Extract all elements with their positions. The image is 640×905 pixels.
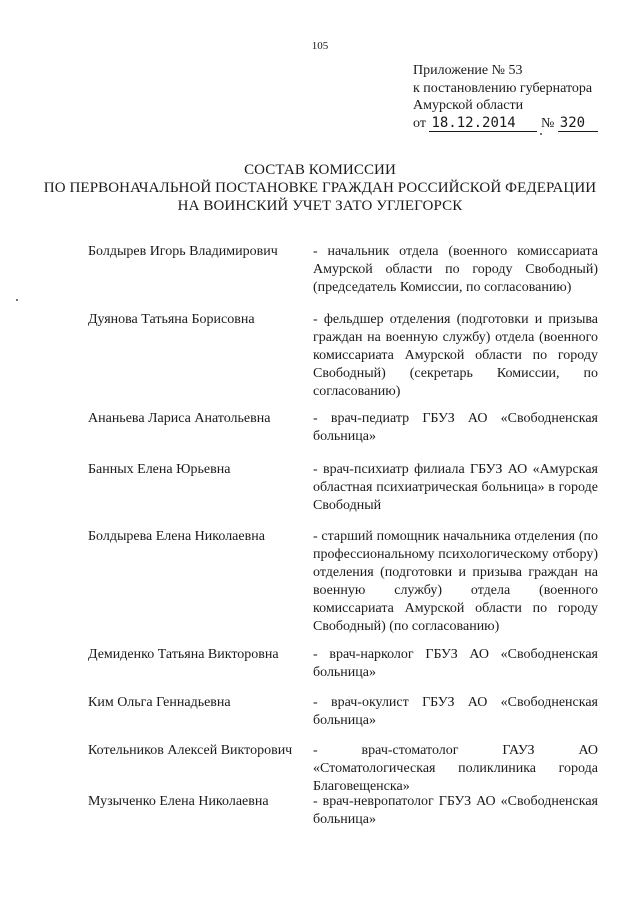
title-line-3: НА ВОИНСКИЙ УЧЕТ ЗАТО УГЛЕГОРСК [177,198,463,214]
member-role: - врач-психиатр филиала ГБУЗ АО «Амурская областная психиатрическая больница» в городе Свободный [313,462,598,513]
member-name: Котельников Алексей Викторович [88,743,293,758]
handwritten-number: 320 [558,116,598,132]
member-role: - врач-окулист ГБУЗ АО «Свободненская больница» [313,695,598,728]
handwritten-date: 18.12.2014 [429,116,537,132]
page-number: 105 [311,40,329,52]
member-role: - старший помощник начальника отделения (по профессиональному психологическому отбору) отделения (подготовки и призыва граждан на военную службу) отдела (военного комиссариата Амурской области по городу Свободный) (по согласованию) [313,529,598,634]
date-prefix: от [413,115,426,131]
member-role: - начальник отдела (военного комиссариата Амурской области по городу Свободный) (председатель Комиссии, по согласованию) [313,244,598,295]
member-name: Демиденко Татьяна Викторовна [88,647,279,662]
scan-speck [16,299,18,301]
appendix-number: Приложение № 53 [413,63,523,78]
title-line-2: ПО ПЕРВОНАЧАЛЬНОЙ ПОСТАНОВКЕ ГРАЖДАН РОССИЙСКОЙ ФЕДЕРАЦИИ [43,180,597,196]
member-role: - врач-стоматолог ГАУЗ АО «Стоматологическая поликлиника города Благовещенска» [313,743,598,794]
member-role: - врач-педиатр ГБУЗ АО «Свободненская больница» [313,411,598,444]
member-name: Музыченко Елена Николаевна [88,794,269,809]
number-prefix: № [540,115,555,131]
title-line-1: СОСТАВ КОМИССИИ [244,162,396,178]
member-role: - врач-невропатолог ГБУЗ АО «Свободненская больница» [313,794,598,827]
member-name: Болдырева Елена Николаевна [88,529,265,544]
member-role: - врач-нарколог ГБУЗ АО «Свободненская больница» [313,647,598,680]
member-name: Банных Елена Юрьевна [88,462,231,477]
member-name: Болдырев Игорь Владимирович [88,244,278,259]
appendix-header [413,62,623,132]
appendix-reference: к постановлению губернатора [413,80,593,96]
member-name: Ананьева Лариса Анатольевна [88,411,271,426]
appendix-region: Амурской области [413,98,524,113]
appendix-date-row [413,115,623,133]
scan-speck [540,133,542,135]
member-name: Дуянова Татьяна Борисовна [88,312,255,327]
member-name: Ким Ольга Геннадьевна [88,695,231,710]
document-title [0,161,640,215]
member-role: - фельдшер отделения (подготовки и призыва граждан на военную службу) отдела (военного комиссариата Амурской области по городу Свободный) (секретарь Комиссии, по согласованию) [313,312,598,399]
